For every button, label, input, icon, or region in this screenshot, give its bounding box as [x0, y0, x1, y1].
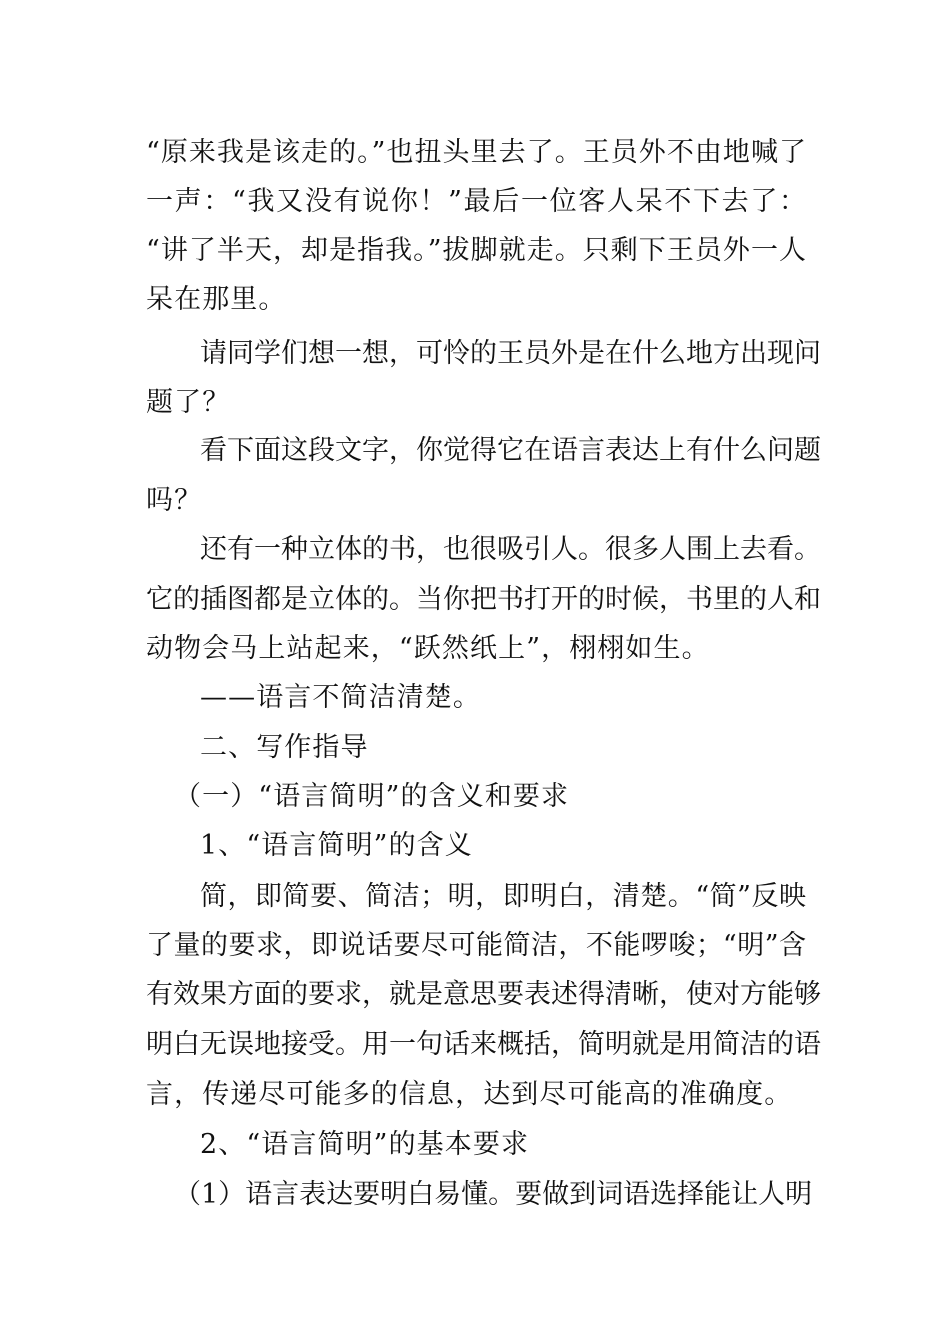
paragraph-start-line: 看下面这段文字，你觉得它在语言表达上有什么问题: [200, 435, 821, 466]
text-line: 一声：“我又没有说你！”最后一位客人呆不下去了：: [146, 186, 806, 217]
text-line: 吗？: [146, 485, 203, 516]
text-line: “原来我是该走的。”也扭头里去了。王员外不由地喊了: [146, 137, 806, 168]
paragraph-start-line: 简，即简要、简洁；明，即明白，清楚。“简”反映: [200, 881, 806, 912]
paragraph-start-line: 请同学们想一想，可怜的王员外是在什么地方出现问: [200, 338, 821, 369]
section-heading: 二、写作指导: [200, 732, 369, 763]
text-line: “讲了半天，却是指我。”拔脚就走。只剩下王员外一人: [146, 235, 806, 266]
text-line: 明白无误地接受。用一句话来概括，简明就是用简洁的语: [146, 1029, 821, 1060]
point-heading: 1、“语言简明”的含义: [200, 830, 473, 861]
subsection-heading: （一）“语言简明”的含义和要求: [174, 781, 570, 812]
point-heading: 2、“语言简明”的基本要求: [200, 1129, 530, 1160]
text-line: 有效果方面的要求，就是意思要表述得清晰，使对方能够: [146, 979, 821, 1010]
paragraph-start-line: （1）语言表达要明白易懂。要做到词语选择能让人明: [174, 1179, 813, 1210]
text-line: 言，传递尽可能多的信息，达到尽可能高的准确度。: [146, 1079, 793, 1110]
conclusion-line: ——语言不简洁清楚。: [200, 682, 481, 713]
paragraph-start-line: 还有一种立体的书，也很吸引人。很多人围上去看。: [200, 534, 821, 565]
text-line: 动物会马上站起来，“跃然纸上”，栩栩如生。: [146, 633, 710, 664]
text-line: 了量的要求，即说话要尽可能简洁，不能啰唆；“明”含: [146, 930, 806, 961]
text-line: 它的插图都是立体的。当你把书打开的时候，书里的人和: [146, 584, 821, 615]
text-line: 呆在那里。: [146, 284, 287, 315]
text-line: 题了？: [146, 387, 231, 418]
